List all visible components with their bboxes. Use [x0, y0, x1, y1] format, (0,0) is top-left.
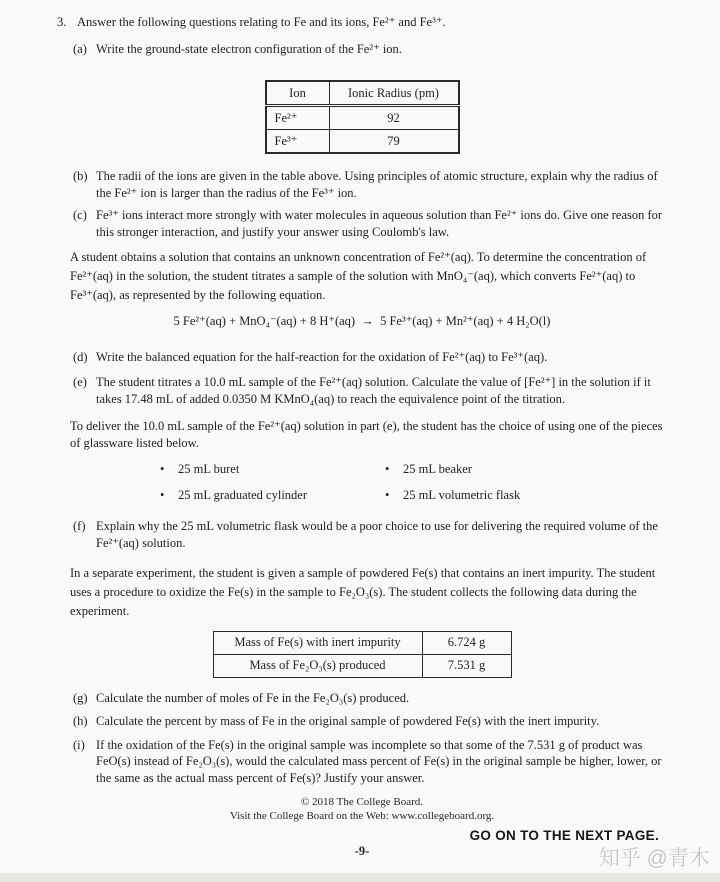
- part-i: [73, 737, 667, 787]
- part-a: [73, 41, 667, 58]
- part-g-text: Calculate the number of moles of Fe in the Fe₂O₃(s) produced.: [96, 690, 410, 705]
- table-row: [213, 654, 511, 677]
- mass-impurity-value-cell: 6.724 g: [422, 631, 511, 654]
- part-f: [73, 518, 667, 551]
- go-on-notice: GO ON TO THE NEXT PAGE.: [469, 828, 659, 844]
- mass-data-table: [213, 631, 512, 678]
- part-e-label: (e): [73, 375, 87, 390]
- scan-edge-strip: [0, 873, 720, 882]
- part-f-label: (f): [73, 519, 86, 534]
- part-h-label: (h): [73, 714, 88, 728]
- ion-radius-table: [265, 80, 460, 154]
- part-b-label: (b): [73, 169, 88, 183]
- table-row: [213, 631, 511, 654]
- part-b-text: The radii of the ions are given in the table above. Using principles of atomic structure, explain why the radius of the Fe²⁺ ion is larger than the radius of the Fe³⁺ ion.: [96, 169, 658, 200]
- part-i-text: If the oxidation of the Fe(s) in the original sample was incomplete so that some of the 7.531 g of product was FeO(s) instead of Fe₂O₃(s), would the calculated mass percent of Fe(s) in the original sample be higher, lower, or the same as the actual mass percent of Fe(s)? Justify your answer.: [96, 737, 662, 785]
- impurity-intro-paragraph: In a separate experiment, the student is given a sample of powdered Fe(s) that contains an inert impurity. The student uses a procedure to oxidize the Fe(s) in the sample to Fe₂O₃(s). The student collects the following data during the experiment.: [70, 566, 656, 618]
- mass-product-value-cell: 7.531 g: [422, 654, 511, 677]
- radius-fe3-cell: 79: [329, 130, 459, 154]
- part-e-text: The student titrates a 10.0 mL sample of the Fe²⁺(aq) solution. Calculate the value of [Fe²⁺] in the solution if it takes 17.48 mL of added 0.0350 M KMnO₄(aq) to reach the equivalence point of the titration.: [96, 375, 651, 406]
- glassware-item-label: 25 mL beaker: [403, 462, 472, 477]
- mass-product-label-cell: Mass of Fe₂O₃(s) produced: [213, 654, 422, 677]
- ion-column-header: Ion: [266, 81, 330, 106]
- table-row: [266, 130, 459, 154]
- ion-fe2-cell: Fe²⁺: [266, 106, 330, 130]
- glassware-item-label: 25 mL volumetric flask: [403, 487, 521, 502]
- mass-impurity-label-cell: Mass of Fe(s) with inert impurity: [213, 631, 422, 654]
- part-f-text: Explain why the 25 mL volumetric flask would be a poor choice to use for delivering the required volume of the Fe²⁺(aq) solution.: [96, 519, 658, 550]
- bullet-icon: [160, 487, 178, 504]
- part-h-text: Calculate the percent by mass of Fe in the original sample of powdered Fe(s) with the inert impurity.: [96, 714, 600, 728]
- part-e: [73, 374, 667, 407]
- part-g-label: (g): [73, 690, 88, 705]
- glassware-item-label: 25 mL graduated cylinder: [178, 487, 308, 502]
- part-d-text: Write the balanced equation for the half-reaction for the oxidation of Fe²⁺(aq) to Fe³⁺(aq).: [96, 349, 548, 364]
- chemical-equation: 5 Fe²⁺(aq) + MnO₄⁻(aq) + 8 H⁺(aq) → 5 Fe³⁺(aq) + Mn²⁺(aq) + 4 H₂O(l): [173, 314, 551, 329]
- list-item: [385, 487, 667, 504]
- website-line: Visit the College Board on the Web: www.collegeboard.org.: [229, 810, 495, 823]
- glassware-intro-paragraph: To deliver the 10.0 mL sample of the Fe²⁺(aq) solution in part (e), the student has the choice of using one of the pieces of glassware listed below.: [70, 419, 663, 450]
- part-c-text: Fe³⁺ ions interact more strongly with water molecules in aqueous solution than Fe²⁺ ions do. Give one reason for this stronger interaction, and justify your answer using Coulomb's law.: [96, 208, 663, 239]
- glassware-list: [160, 461, 667, 503]
- part-a-label: (a): [73, 41, 87, 56]
- question-intro: Answer the following questions relating to Fe and its ions, Fe²⁺ and Fe³⁺.: [77, 15, 446, 29]
- page-footer: [57, 795, 667, 859]
- part-b: [73, 168, 667, 201]
- radius-column-header: Ionic Radius (pm): [329, 81, 459, 106]
- radius-fe2-cell: 92: [329, 106, 459, 130]
- list-item: [160, 461, 385, 478]
- bullet-icon: [385, 461, 403, 478]
- copyright-line: © 2018 The College Board.: [300, 796, 424, 808]
- part-g: [73, 690, 667, 707]
- part-c-label: (c): [73, 208, 87, 222]
- table-header-row: [266, 81, 459, 106]
- page-number: -9-: [354, 844, 370, 859]
- titration-intro-paragraph: A student obtains a solution that contains an unknown concentration of Fe²⁺(aq). To determine the concentration of Fe²⁺(aq) in the solution, the student titrates a sample of the solution with MnO₄⁻(aq), which converts Fe²⁺(aq) to Fe³⁺(aq), as represented by the following equation.: [70, 250, 647, 302]
- table-row: [266, 106, 459, 130]
- list-item: [385, 461, 667, 478]
- question-heading: [57, 14, 667, 31]
- part-a-text: Write the ground-state electron configuration of the Fe²⁺ ion.: [96, 41, 402, 56]
- part-i-label: (i): [73, 737, 85, 752]
- question-number: 3.: [57, 15, 67, 29]
- part-d: [73, 349, 667, 366]
- part-d-label: (d): [73, 349, 88, 364]
- list-item: [160, 487, 385, 504]
- bullet-icon: [385, 487, 403, 504]
- glassware-item-label: 25 mL buret: [178, 462, 240, 477]
- ion-fe3-cell: Fe³⁺: [266, 130, 330, 154]
- part-h: [73, 713, 667, 730]
- part-c: [73, 207, 667, 240]
- bullet-icon: [160, 461, 178, 478]
- watermark: 知乎 @青木: [598, 847, 710, 870]
